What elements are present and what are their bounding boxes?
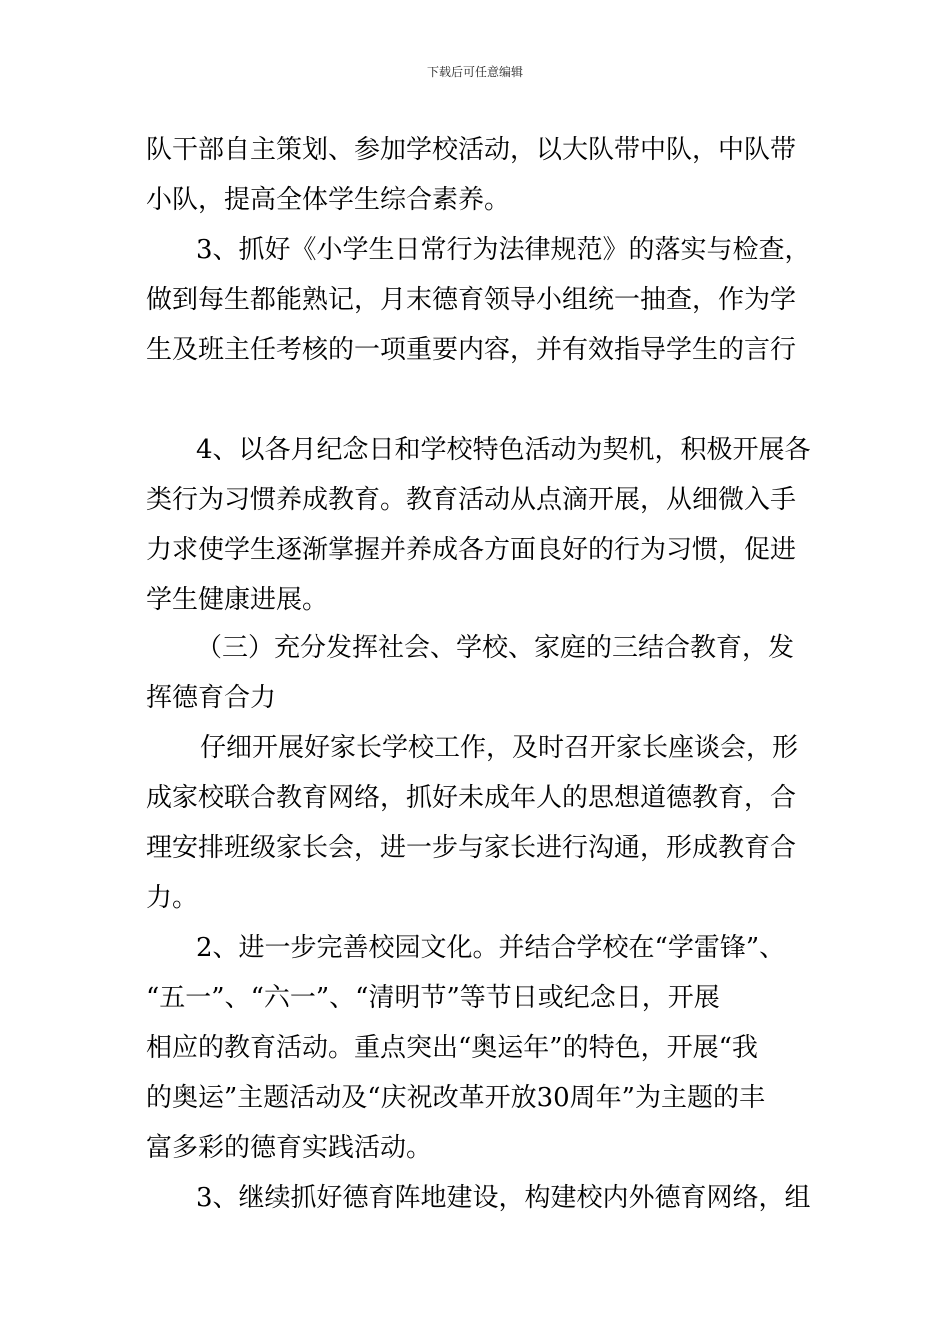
text-line <box>0 330 950 370</box>
line-text: 力。 <box>146 883 199 913</box>
line-text: 力求使学生逐渐掌握并养成各方面良好的行为习惯，促进 <box>146 535 797 565</box>
text-line <box>0 280 950 320</box>
text-line <box>0 430 950 470</box>
line-text: 的奥运”主题活动及“庆祝改革开放30周年”为主题的丰 <box>146 1083 765 1113</box>
line-text: 3、抓好《小学生日常行为法律规范》的落实与检查， <box>196 235 811 265</box>
text-line <box>0 180 950 220</box>
line-text: 2、进一步完善校园文化。并结合学校在“学雷锋”、 <box>196 933 786 963</box>
text-line <box>0 130 950 170</box>
line-text: 挥德育合力 <box>146 683 277 713</box>
text-line <box>0 530 950 570</box>
line-text: （三）充分发挥社会、学校、家庭的三结合教育，发 <box>196 633 795 663</box>
text-line <box>0 1178 950 1218</box>
line-text: 队干部自主策划、参加学校活动，以大队带中队，中队带 <box>146 135 797 165</box>
line-text: 3、继续抓好德育阵地建设，构建校内外德育网络，组 <box>196 1183 811 1213</box>
text-line <box>0 1078 950 1118</box>
text-line <box>0 728 950 768</box>
text-line <box>0 878 950 918</box>
line-text: 相应的教育活动。重点突出“奥运年”的特色，开展“我 <box>146 1033 758 1063</box>
text-line <box>0 230 950 270</box>
line-text: 做到每生都能熟记，月末德育领导小组统一抽查，作为学 <box>146 285 797 315</box>
text-line <box>0 828 950 868</box>
text-line <box>0 580 950 620</box>
line-text: 生及班主任考核的一项重要内容，并有效指导学生的言行 <box>146 335 797 365</box>
line-text: 成家校联合教育网络，抓好未成年人的思想道德教育，合 <box>146 783 797 813</box>
line-text: 理安排班级家长会，进一步与家长进行沟通，形成教育合 <box>146 833 797 863</box>
line-text: 富多彩的德育实践活动。 <box>146 1133 433 1163</box>
text-line <box>0 480 950 520</box>
line-text: 学生健康进展。 <box>146 585 329 615</box>
section-heading-line <box>0 678 950 718</box>
line-text: 仔细开展好家长学校工作，及时召开家长座谈会，形 <box>200 733 799 763</box>
text-line <box>0 978 950 1018</box>
text-line <box>0 1028 950 1068</box>
text-line <box>0 928 950 968</box>
line-text: “五一”、“六一”、“清明节”等节日或纪念日，开展 <box>146 983 720 1013</box>
text-line <box>0 778 950 818</box>
line-text: 类行为习惯养成教育。教育活动从点滴开展，从细微入手 <box>146 485 797 515</box>
line-text: 4、以各月纪念日和学校特色活动为契机，积极开展各 <box>196 435 811 465</box>
section-heading-line <box>0 628 950 668</box>
text-line <box>0 1128 950 1168</box>
page-header-note: 下载后可任意编辑 <box>426 65 523 79</box>
line-text: 小队，提高全体学生综合素养。 <box>146 185 511 215</box>
